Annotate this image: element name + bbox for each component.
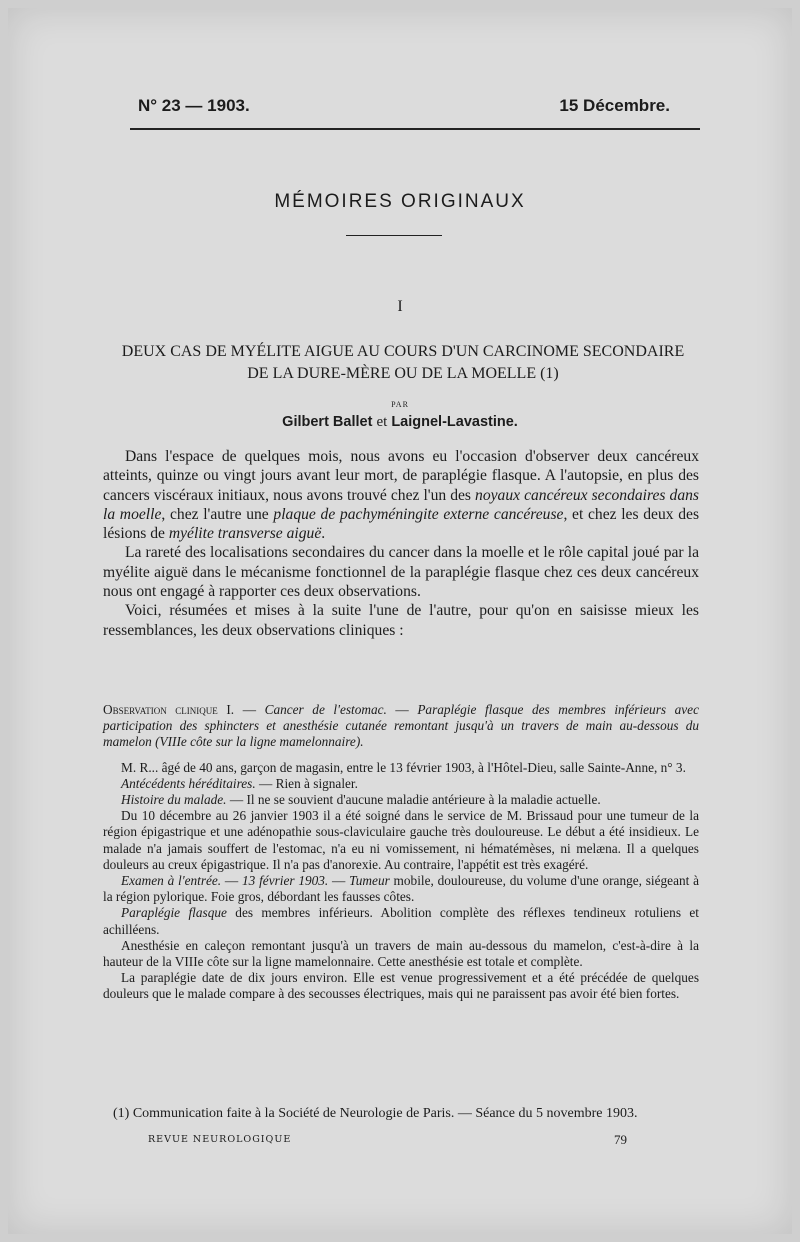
page-number: 79 (614, 1132, 627, 1147)
journal-name: REVUE NEUROLOGIQUE (148, 1134, 292, 1145)
clinical-observation (103, 702, 699, 1003)
author-ballet: Gilbert Ballet (282, 414, 373, 430)
issue-date: 15 Décembre. (559, 96, 670, 115)
article-title-line-2: DE LA DURE-MÈRE OU DE LA MOELLE (1) (247, 365, 559, 382)
observation-paragraph-7: Anesthésie en caleçon remontant jusqu'à un travers de main au-dessous du mamelon, c'est-à-dire à la hauteur de la VIIIe côte sur la ligne mamelonnaire. Cette anesthésie est totale et complète. (103, 937, 699, 970)
journal-page (8, 8, 792, 1234)
title-divider (346, 235, 442, 236)
running-header (130, 94, 700, 130)
author-conjunction: et (376, 414, 388, 430)
observation-paragraph-8: La paraplégie date de dix jours environ. Elle est venue progressivement et a été précédée de quelques douleurs que le malade compare à des secousses électriques, mais qui ne paraissent pas avoir été bien fortes. (103, 970, 699, 1002)
observation-heading: Observation clinique I. — Cancer de l'estomac. — Paraplégie flasque des membres inférieurs avec participation des sphincters et anesthésie cutanée remontant jusqu'à un travers de main au-dessous du mamelon (VIIIe côte sur la ligne mamelonnaire). (103, 702, 699, 750)
authors (8, 414, 792, 431)
footnote: (1) Communication faite à la Société de Neurologie de Paris. — Séance du 5 novembre 1903. (113, 1106, 638, 1121)
observation-paragraph-5: Examen à l'entrée. — 13 février 1903. — Tumeur mobile, douloureuse, du volume d'une orange, siégeant à la région pylorique. Foie gros, débordant les fausses côtes. (103, 873, 700, 905)
introduction (103, 447, 699, 640)
section-title: MÉMOIRES ORIGINAUX (274, 191, 526, 212)
by-label: PAR (391, 400, 409, 409)
intro-paragraph-3: Voici, résumées et mises à la suite l'une de l'autre, pour qu'on en saisisse mieux les ressemblances, les deux observations cliniques : (103, 602, 699, 639)
observation-paragraph-2: Antécédents héréditaires. — Rien à signaler. (121, 775, 358, 791)
author-laignel-lavastine: Laignel-Lavastine. (391, 414, 518, 430)
observation-paragraph-1: M. R... âgé de 40 ans, garçon de magasin, entre le 13 février 1903, à l'Hôtel-Dieu, salle Sainte-Anne, n° 3. (121, 759, 686, 775)
article-number: I (397, 298, 403, 315)
article-title (108, 341, 698, 385)
article-title-line-1: DEUX CAS DE MYÉLITE AIGUE AU COURS D'UN CARCINOME SECONDAIRE (121, 343, 685, 360)
observation-paragraph-4: Du 10 décembre au 26 janvier 1903 il a été soigné dans le service de M. Brissaud pour une tumeur de la région épigastrique et une adénopathie sous-claviculaire gauche très douloureuse. Le début a été insidieux. Le malade n'a jamais souffert de l'estomac, n'a eu ni vomissement, ni hématémèses, ni melæna. Il a quelques douleurs au creux épigastrique. Il n'a pas d'anorexie. Au contraire, l'appétit est très exagéré. (103, 808, 699, 872)
intro-paragraph-2: La rareté des localisations secondaires du cancer dans la moelle et le rôle capital joué par la myélite aiguë dans le mécanisme fonctionnel de la paraplégie flasque chez ces deux cancéreux nous ont engagé à rapporter ces deux observations. (103, 544, 699, 601)
observation-paragraph-3: Histoire du malade. — Il ne se souvient d'aucune maladie antérieure à la maladie actuelle. (121, 792, 601, 808)
issue-number: N° 23 — 1903. (138, 96, 250, 115)
observation-paragraph-6: Paraplégie flasque des membres inférieurs. Abolition complète des réflexes tendineux rotuliens et achilléens. (103, 905, 699, 937)
intro-paragraph-1: Dans l'espace de quelques mois, nous avons eu l'occasion d'observer deux cancéreux atteints, quinze ou vingt jours avant leur mort, de paraplégie flasque. A l'autopsie, en plus des cancers viscéraux initiaux, nous avons trouvé chez l'un des noyaux cancéreux secondaires dans la moelle, chez l'autre une plaque de pachyméningite externe cancéreuse, et chez les deux des lésions de myélite transverse aiguë. (103, 448, 700, 543)
